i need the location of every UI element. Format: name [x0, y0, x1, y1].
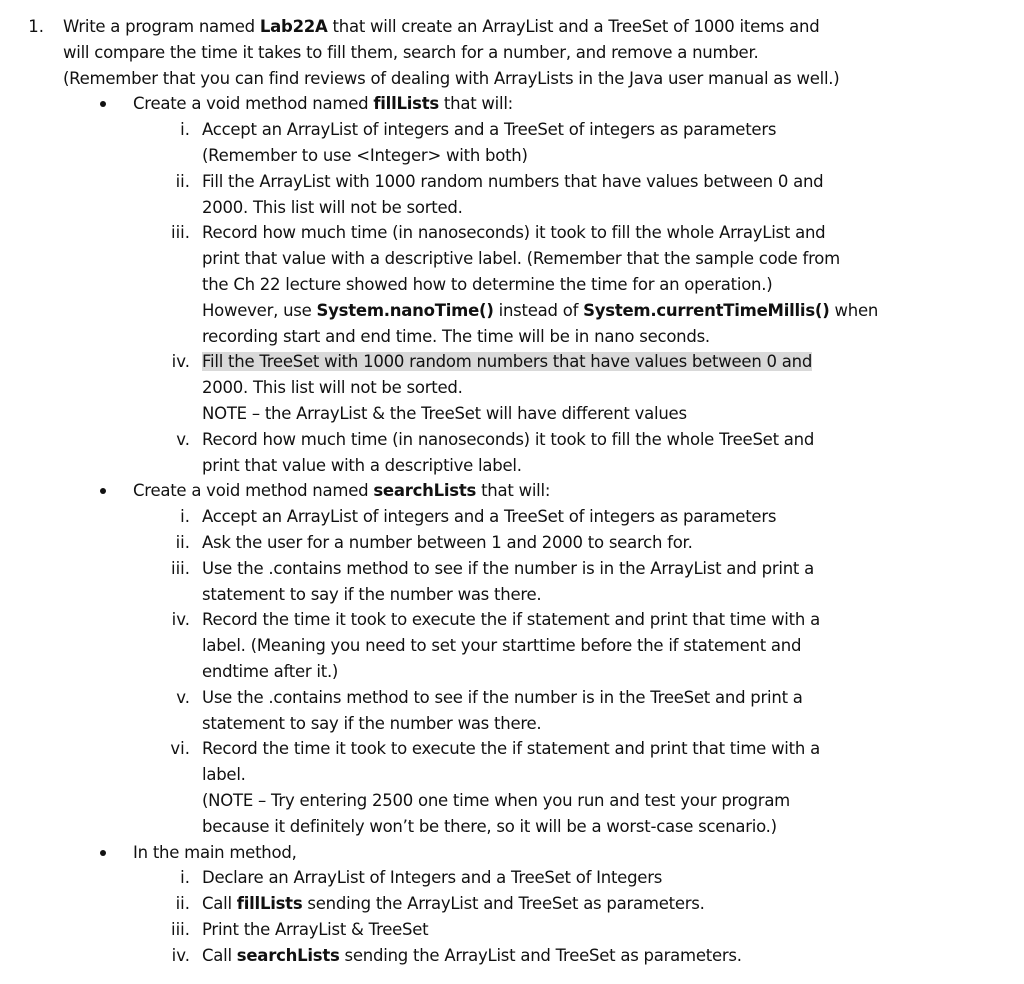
roman-numeral: iv. — [171, 945, 190, 965]
roman-numeral: v. — [176, 429, 190, 449]
subitem-line — [202, 375, 463, 401]
bold-term: System.nanoTime() — [316, 300, 494, 320]
text-run: will compare the time it takes to fill them, search for a number, and remove a number. — [63, 42, 759, 62]
text-run: endtime after it.) — [202, 662, 339, 681]
text-run: 2000. This list will not be sorted. — [202, 197, 463, 217]
subitem-line — [202, 401, 687, 427]
text-run: Create a void method named — [133, 94, 374, 114]
roman-numeral: iii. — [171, 920, 190, 939]
bullet-icon — [100, 488, 106, 494]
text-run: statement to say if the number was there. — [202, 713, 542, 733]
text-run: that will: — [438, 94, 513, 114]
subitem-line — [202, 220, 825, 246]
subitem-line — [202, 504, 776, 530]
text-run: Accept an ArrayList of integers and a TreeSet of integers as parameters — [202, 507, 777, 527]
text-run: instead of — [493, 300, 584, 320]
text-run: Record how much time (in nanoseconds) it took to fill the whole ArrayList and — [202, 223, 826, 243]
text-run: label. (Meaning you need to set your starttime before the if statement and — [202, 636, 802, 656]
subitem-line — [202, 530, 693, 556]
text-run: Write a program named — [63, 17, 260, 36]
text-run: Create a void method named — [133, 481, 374, 501]
subitem-line — [202, 349, 812, 375]
text-run: NOTE – the ArrayList & the TreeSet will have different values — [202, 404, 687, 423]
subitem-line — [202, 607, 820, 633]
text-run: Record the time it took to execute the if statement and print that time with a — [202, 610, 820, 630]
text-run: the Ch 22 lecture showed how to determine the time for an operation.) — [202, 275, 773, 294]
text-run: (Remember to use <Integer> with both) — [202, 146, 528, 165]
text-run: (NOTE – Try entering 2500 one time when you run and test your program — [202, 791, 790, 810]
subitem-line — [202, 711, 541, 737]
bold-term: searchLists — [373, 481, 477, 501]
item-number: 1. — [28, 17, 44, 36]
roman-numeral: i. — [180, 507, 190, 527]
subitem-line — [202, 453, 522, 479]
text-run: Record how much time (in nanoseconds) it took to fill the whole TreeSet and — [202, 429, 815, 449]
bold-term: Lab22A — [259, 17, 328, 36]
roman-numeral: ii. — [175, 894, 190, 914]
text-run: Call — [202, 945, 237, 965]
bullet-lead — [133, 478, 550, 504]
text-run: Ask the user for a number between 1 and 2000 to search for. — [202, 533, 693, 552]
roman-numeral: iii. — [171, 223, 190, 243]
bold-term: fillLists — [373, 94, 439, 114]
subitem-line — [202, 685, 803, 711]
text-run: In the main method, — [133, 842, 297, 862]
text-run: Fill the ArrayList with 1000 random numbers that have values between 0 and — [202, 171, 824, 191]
text-run: 2000. This list will not be sorted. — [202, 378, 463, 398]
roman-numeral: iv. — [171, 352, 190, 372]
subitem-line — [202, 556, 814, 582]
bold-term: searchLists — [236, 945, 340, 965]
subitem-line — [202, 324, 710, 350]
subitem-line — [202, 195, 463, 221]
subitem-line — [202, 865, 662, 891]
subitem-line — [202, 659, 338, 685]
subitem-line — [202, 736, 820, 762]
roman-numeral: i. — [180, 120, 190, 140]
text-run: However, use — [202, 300, 317, 320]
text-run: Record the time it took to execute the if statement and print that time with a — [202, 739, 820, 759]
roman-numeral: iv. — [171, 610, 190, 630]
text-run: Use the .contains method to see if the number is in the ArrayList and print a — [202, 558, 814, 578]
bullet-lead — [133, 840, 297, 866]
text-run: sending the ArrayList and TreeSet as parameters. — [302, 894, 705, 914]
text-run: that will: — [476, 481, 551, 501]
subitem-line — [202, 814, 777, 840]
text-run: because it definitely won’t be there, so it will be a worst-case scenario.) — [202, 816, 777, 836]
subitem-line — [202, 143, 528, 169]
text-run: when — [829, 300, 879, 320]
text-run: Use the .contains method to see if the number is in the TreeSet and print a — [202, 687, 803, 707]
intro-line — [63, 40, 758, 66]
subitem-line — [202, 298, 878, 324]
text-run: sending the ArrayList and TreeSet as parameters. — [339, 945, 742, 965]
text-run: Print the ArrayList & TreeSet — [202, 920, 429, 939]
subitem-line — [202, 582, 541, 608]
subitem-line — [202, 169, 823, 195]
subitem-line — [202, 117, 776, 143]
subitem-line — [202, 788, 790, 814]
bullet-icon — [100, 850, 106, 856]
subitem-line — [202, 633, 801, 659]
subitem-line — [202, 943, 742, 969]
text-run: Accept an ArrayList of integers and a TreeSet of integers as parameters — [202, 120, 777, 140]
roman-numeral: iii. — [171, 558, 190, 578]
text-run: print that value with a descriptive label. (Remember that the sample code from — [202, 249, 840, 269]
subitem-line — [202, 917, 428, 943]
text-run: Call — [202, 894, 237, 914]
roman-numeral: ii. — [175, 171, 190, 191]
text-run: print that value with a descriptive label. — [202, 455, 522, 475]
text-run: recording start and end time. The time will be in nano seconds. — [202, 326, 710, 346]
subitem-line — [202, 762, 246, 788]
intro-line — [63, 66, 839, 92]
roman-numeral: i. — [180, 868, 190, 888]
highlighted-text: Fill the TreeSet with 1000 random numbers that have values between 0 and — [202, 352, 813, 372]
subitem-line — [202, 272, 772, 298]
text-run: statement to say if the number was there. — [202, 584, 542, 604]
roman-numeral: v. — [176, 687, 190, 707]
text-run: (Remember that you can find reviews of dealing with ArrayLists in the Java user manual as well.) — [63, 68, 840, 88]
bullet-icon — [100, 101, 106, 107]
roman-numeral: vi. — [170, 739, 190, 759]
text-run: Declare an ArrayList of Integers and a TreeSet of Integers — [202, 868, 663, 888]
subitem-line — [202, 427, 814, 453]
roman-numeral: ii. — [175, 533, 190, 552]
subitem-line — [202, 246, 840, 272]
subitem-line — [202, 891, 705, 917]
text-run: that will create an ArrayList and a TreeSet of 1000 items and — [327, 17, 820, 36]
text-run: label. — [202, 765, 246, 785]
bold-term: fillLists — [236, 894, 303, 914]
bullet-lead — [133, 91, 513, 117]
intro-line — [63, 14, 819, 40]
bold-term: System.currentTimeMillis() — [583, 300, 830, 320]
